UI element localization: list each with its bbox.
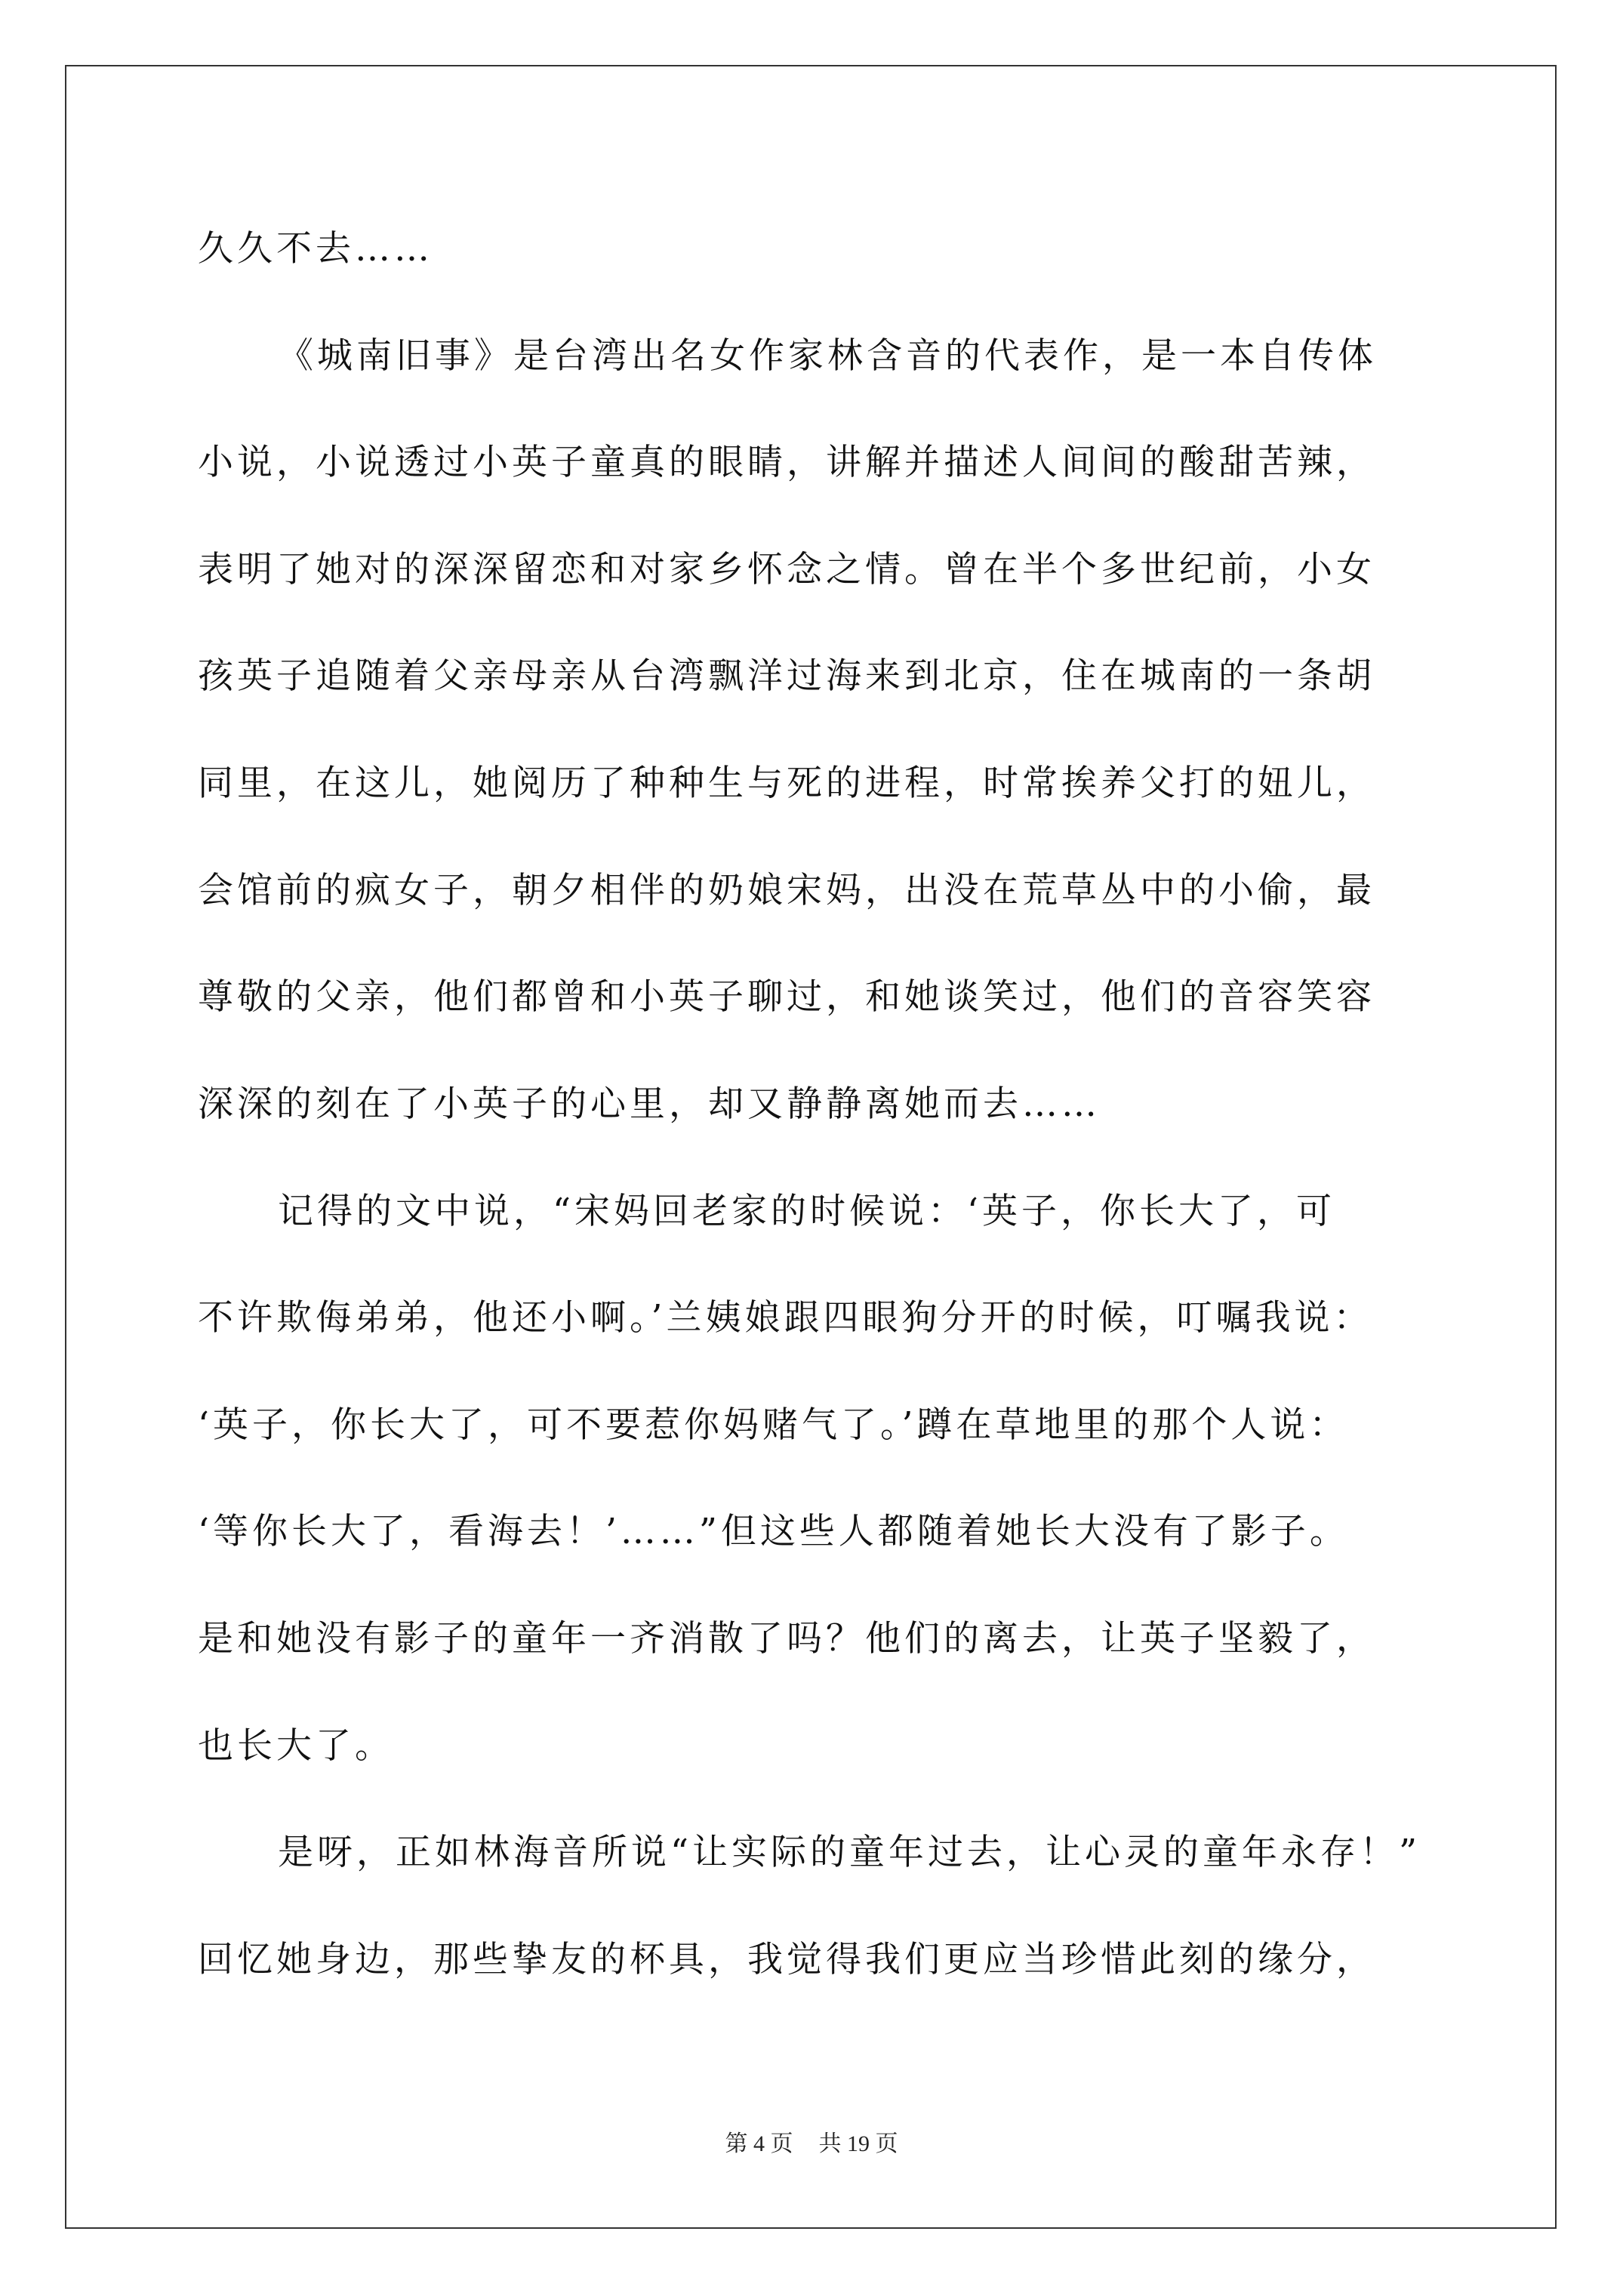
- text-line: 是和她没有影子的童年一齐消散了吗？他们的离去，让英子坚毅了，: [198, 1618, 1375, 1660]
- text-line: 尊敬的父亲，他们都曾和小英子聊过，和她谈笑过，他们的音容笑容: [198, 976, 1375, 1018]
- text-line: 孩英子追随着父亲母亲从台湾飘洋过海来到北京，住在城南的一条胡: [198, 655, 1375, 697]
- page-border: [65, 65, 1557, 2229]
- text-line: ‘英子，你长大了，可不要惹你妈赌气了。’蹲在草地里的那个人说：: [198, 1404, 1349, 1446]
- text-line: ‘等你长大了，看海去！’……”但这些人都随着她长大没有了影子。: [198, 1511, 1349, 1552]
- text-line: 是呀，正如林海音所说“让实际的童年过去，让心灵的童年永存！”: [278, 1832, 1421, 1873]
- text-line: 回忆她身边，那些挚友的杯具，我觉得我们更应当珍惜此刻的缘分，: [198, 1939, 1375, 1980]
- page-total: 共 19 页: [818, 2131, 898, 2156]
- page-footer: [0, 2129, 1623, 2159]
- text-line: 不许欺侮弟弟，他还小啊。’兰姨娘跟四眼狗分开的时候，叮嘱我说：: [198, 1297, 1373, 1339]
- text-line: 久久不去……: [198, 228, 433, 270]
- text-line: 小说，小说透过小英子童真的眼睛，讲解并描述人间间的酸甜苦辣，: [198, 442, 1375, 483]
- page-number: 第 4 页: [725, 2131, 793, 2156]
- text-line: 深深的刻在了小英子的心里，却又静静离她而去……: [198, 1083, 1101, 1125]
- text-line: 也长大了。: [198, 1725, 394, 1767]
- text-line: 同里，在这儿，她阅历了种种生与死的进程，时常挨养父打的妞儿，: [198, 763, 1375, 804]
- text-line: 会馆前的疯女子，朝夕相伴的奶娘宋妈，出没在荒草丛中的小偷，最: [198, 870, 1375, 911]
- text-line: 表明了她对的深深留恋和对家乡怀念之情。曾在半个多世纪前，小女: [198, 549, 1375, 590]
- text-line: 记得的文中说，“宋妈回老家的时候说：‘英子，你长大了，可: [278, 1191, 1335, 1232]
- text-line: 《城南旧事》是台湾出名女作家林含音的代表作，是一本自传体: [278, 335, 1377, 377]
